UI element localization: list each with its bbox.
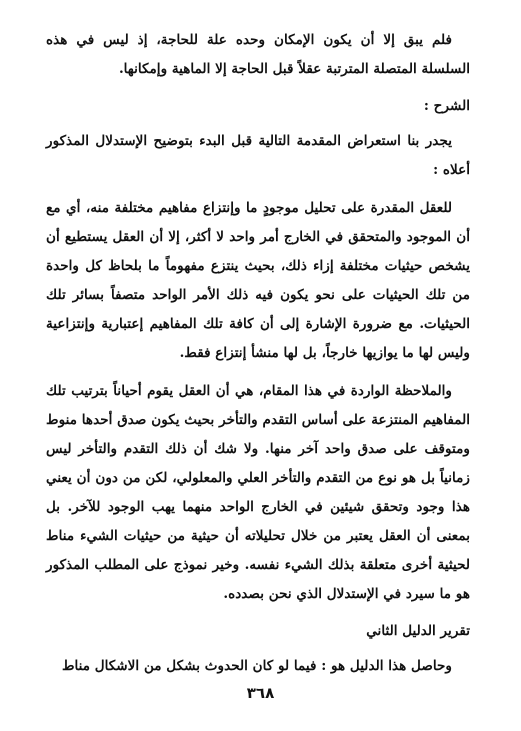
paragraph-intellect-analysis: للعقل المقدرة على تحليل موجودٍ ما وإنتزاع مفاهيم مختلفة منه، أي مع أن الموجود والمتحقق في الخارج أمر واحد لا أكثر، إلا أن العقل يستطيع أن يشخص حيثيات مختلفة إزاء ذلك، بحيث ينتزع مفهوماً ما بلحاظ كل واحدة من تلك الحيثيات على نحو يكون فيه ذلك الأمر الواحد متصفاً بسائر تلك الحيثيات. مع ضرورة الإشارة إلى أن كافة تلك المفاهيم إعتبارية وإنتزاعية وليس لها ما يوازيها خارجاً، بل لها منشأ إنتزاع فقط. [46,200,470,361]
section-heading-explanation: الشرح : [423,98,470,114]
paragraph-second-proof: وحاصل هذا الدليل هو : فيما لو كان الحدوث بشكل من الاشكال مناط [61,658,452,674]
page-body [46,26,470,681]
paragraph-conclusion: فلم يبق إلا أن يكون الإمكان وحده علة للحاجة، إذ ليس في هذه السلسلة المتصلة المترتبة عقلاً قبل الحاجة إلا الماهية وإمكانها. [46,32,470,77]
paragraph-intro: يجدر بنا استعراض المقدمة التالية قبل البدء بتوضيح الإستدلال المذكور أعلاه : [46,133,470,178]
page-number: ٣٦٨ [246,684,275,702]
paragraph-observation: والملاحظة الواردة في هذا المقام، هي أن العقل يقوم أحياناً بترتيب تلك المفاهيم المنتزعة على أساس التقدم والتأخر بحيث يكون صدق أحدها منوط ومتوقف على صدق واحد آخر منها. ولا شك أن ذلك التقدم والتأخر ليس زمانياً بل هو نوع من التقدم والتأخر العلي والمعلولي، لكن من دون أن يعني هذا وجود وتحقق شيئين في الخارج الواحد منهما يهب الوجود للآخر. بل بمعنى أن العقل يعتبر من خلال تحليلاته أن حيثية من حيثيات الشيء مناط لحيثية أخرى متعلقة بذلك الشيء نفسه. وخير نموذج على المطلب المذكور هو ما سيرد في الإستدلال الذي نحن بصدده. [46,383,470,602]
section-heading-second-proof: تقرير الدليل الثاني [366,623,470,639]
